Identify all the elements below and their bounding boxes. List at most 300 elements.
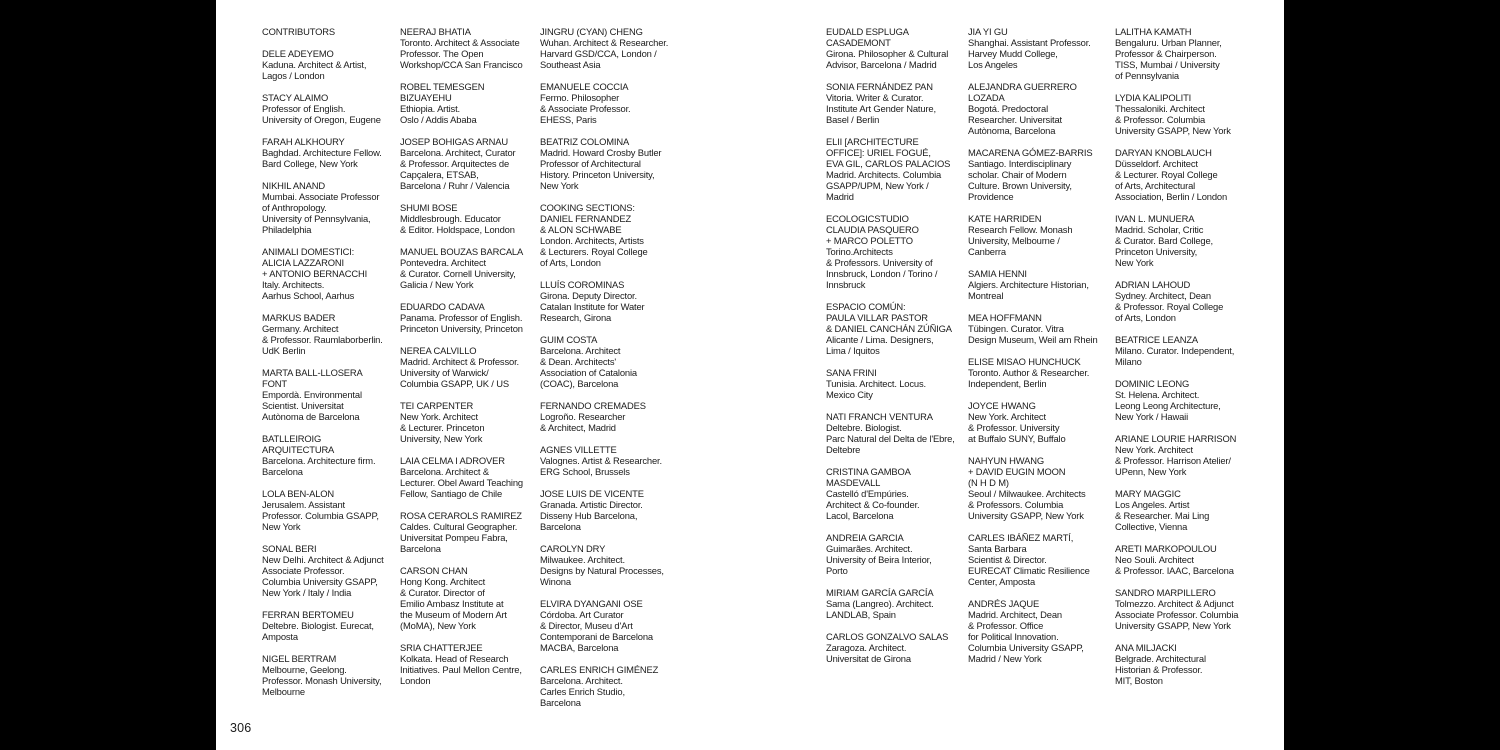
contributor-name-line: NAHYUN HWANG [968, 455, 1044, 466]
contributor-name-line: ELISE MISAO HUNCHUCK [968, 356, 1081, 367]
contributor-detail-line: Southeast Asia [540, 59, 601, 70]
contributor-entry [400, 301, 540, 334]
contributor-name-line: EMANUELE COCCIA [540, 81, 629, 92]
contributor-name-line: + MARCO POLETTO [826, 235, 913, 246]
contributor-detail-line: Torino.Architects [826, 246, 893, 257]
contributor-detail-line: & Lecturer. Princeton [400, 422, 485, 433]
contributor-detail-line: of Arts, London [540, 257, 601, 268]
contributor-name-line: LLUÍS COROMINAS [540, 279, 625, 290]
contributor-detail-line: University of Beira Interior, [826, 554, 932, 565]
contributor-entry [1115, 334, 1255, 367]
contributor-detail-line: Madrid. Architects. Columbia [826, 169, 942, 180]
contributor-detail-line: Baghdad. Architecture Fellow. [262, 147, 382, 158]
contributor-detail-line: Empordà. Environmental [262, 389, 362, 400]
contributor-detail-line: Madrid / New York [968, 653, 1042, 664]
contributor-name-line: JOYCE HWANG [968, 400, 1036, 411]
contributor-detail-line: Carles Enrich Studio, [540, 686, 625, 697]
contributor-entry [826, 367, 966, 400]
contributor-detail-line: & Professor. Raumlaborberlin. [262, 334, 383, 345]
contributor-detail-line: & Lecturers. Royal College [540, 246, 648, 257]
contributor-name-line: ROBEL TEMESGEN [400, 81, 485, 92]
contributor-detail-line: Panama. Professor of English. [400, 312, 523, 323]
contributor-detail-line: Contemporani de Barcelona [540, 631, 653, 642]
contributor-detail-line: GSAPP/UPM, New York / [826, 180, 929, 191]
contributor-entry [1115, 92, 1255, 136]
contributor-name-line: COOKING SECTIONS: [540, 202, 635, 213]
contributor-name-line: MEA HOFFMANN [968, 312, 1042, 323]
contributor-detail-line: Melbourne, Geelong. [262, 664, 347, 675]
contributor-detail-line: (MoMA), New York [400, 620, 476, 631]
contributor-detail-line: Professor. The Open [400, 48, 484, 59]
contributor-detail-line: Toronto. Architect & Associate [400, 37, 520, 48]
contributor-name-line: LOLA BEN-ALON [262, 488, 335, 499]
contributor-name-line: CLAUDIA PASQUERO [826, 224, 919, 235]
contributor-entry [400, 642, 540, 686]
contributor-entry [968, 312, 1108, 345]
contributor-entry [540, 400, 680, 433]
contributor-detail-line: EHESS, Paris [540, 114, 597, 125]
contributor-name-line: (N H D M) [968, 477, 1009, 488]
contributor-name-line: ELII [ARCHITECTURE [826, 136, 919, 147]
contributor-name-line: FARAH ALKHOURY [262, 136, 345, 147]
contributor-detail-line: Girona. Deputy Director. [540, 290, 637, 301]
contributor-detail-line: Barcelona. Architecture firm. [262, 455, 376, 466]
contributor-entry [826, 301, 966, 356]
contributor-name-line: NATI FRANCH VENTURA [826, 411, 933, 422]
contributor-name-line: EUDALD ESPLUGA [826, 26, 909, 37]
contributor-detail-line: Düsseldorf. Architect [1115, 158, 1198, 169]
contributor-entry [1115, 213, 1255, 268]
contributor-detail-line: & Lecturer. Royal College [1115, 169, 1218, 180]
contributor-entry [968, 356, 1108, 389]
contributor-detail-line: & Professors. Columbia [968, 499, 1064, 510]
contributor-entry [540, 26, 680, 70]
contributor-name-line: LYDIA KALIPOLITI [1115, 92, 1192, 103]
contributor-name-line: ADRIAN LAHOUD [1115, 279, 1191, 290]
contributor-detail-line: Harvey Mudd College, [968, 48, 1058, 59]
contributor-detail-line: Associate Professor. Columbia [1115, 609, 1239, 620]
contributor-name-line: SANDRO MARPILLERO [1115, 587, 1216, 598]
contributor-detail-line: Bogotá. Predoctoral [968, 103, 1049, 114]
contributor-detail-line: Mumbai. Associate Professor [262, 191, 380, 202]
contributor-detail-line: Granada. Artistic Director. [540, 499, 643, 510]
contributor-detail-line: Girona. Philosopher & Cultural [826, 48, 949, 59]
contributor-name-line: DANIEL FERNANDEZ [540, 213, 632, 224]
contributor-detail-line: Galicia / New York [400, 279, 474, 290]
contributor-detail-line: University of Pennsylvania, [262, 213, 371, 224]
contributor-entry [968, 26, 1108, 70]
contributor-detail-line: of Arts, London [1115, 312, 1176, 323]
contributor-entry [540, 488, 680, 532]
contributor-name-line: CASADEMONT [826, 37, 891, 48]
contributor-detail-line: Santiago. Interdisciplinary [968, 158, 1072, 169]
contributor-entry [1115, 642, 1255, 686]
contributor-detail-line: Lagos / London [262, 70, 325, 81]
contributor-entry [826, 631, 966, 664]
contributor-detail-line: Mexico City [826, 389, 873, 400]
contributor-detail-line: Kolkata. Head of Research [400, 653, 509, 664]
contributor-detail-line: Tübingen. Curator. Vitra [968, 323, 1064, 334]
contributor-detail-line: New York [540, 180, 579, 191]
contributor-detail-line: Hong Kong. Architect [400, 576, 486, 587]
contributor-name-line: ARQUITECTURA [262, 444, 335, 455]
contributor-detail-line: Madrid. Architect, Dean [968, 609, 1062, 620]
contributor-name-line: NIKHIL ANAND [262, 180, 325, 191]
contributor-name-line: ANDREIA GARCIA [826, 532, 904, 543]
contributor-entry [262, 488, 402, 532]
contributor-detail-line: Santa Barbara [968, 543, 1027, 554]
contributor-entry [540, 334, 680, 389]
contributor-detail-line: Collective, Vienna [1115, 521, 1188, 532]
contributor-detail-line: MACBA, Barcelona [540, 642, 619, 653]
contributor-name-line: ARETI MARKOPOULOU [1115, 543, 1217, 554]
contributor-detail-line: Scientist & Director. [968, 554, 1047, 565]
contributor-entry [540, 136, 680, 191]
contributor-name-line: EDUARDO CADAVA [400, 301, 485, 312]
contributor-name-line: SRIA CHATTERJEE [400, 642, 483, 653]
contributor-detail-line: Professor. Columbia GSAPP, [262, 510, 379, 521]
contributor-entry [400, 202, 540, 235]
contributor-entry [262, 246, 402, 301]
contributor-detail-line: Valognes. Artist & Researcher. [540, 455, 662, 466]
contributor-detail-line: Neo Souli. Architect [1115, 554, 1194, 565]
contributor-detail-line: & Curator. Cornell University, [400, 268, 516, 279]
contributor-detail-line: London [400, 675, 431, 686]
contributor-detail-line: MIT, Boston [1115, 675, 1163, 686]
contributor-name-line: EVA GIL, CARLOS PALACIOS [826, 158, 951, 169]
contributor-name-line: BIZUAYEHU [400, 92, 452, 103]
contributor-name-line: CAROLYN DRY [540, 543, 606, 554]
contributor-detail-line: Columbia University GSAPP, [968, 642, 1084, 653]
contributor-detail-line: Sama (Langreo). Architect. [826, 598, 934, 609]
contributor-detail-line: & Architect, Madrid [540, 422, 616, 433]
contributors-column-2 [400, 26, 540, 697]
contributors-column-3 [540, 26, 680, 719]
contributor-entry [968, 268, 1108, 301]
contributor-detail-line: & Editor. Holdspace, London [400, 224, 515, 235]
contributor-entry [262, 367, 402, 422]
contributor-name-line: IVAN L. MUNUERA [1115, 213, 1195, 224]
contributor-detail-line: Aarhus School, Aarhus [262, 290, 355, 301]
contributor-entry [968, 598, 1108, 664]
contributor-detail-line: Providence [968, 191, 1014, 202]
contributor-detail-line: Fellow, Santiago de Chile [400, 488, 503, 499]
contributor-name-line: + DAVID EUGIN MOON [968, 466, 1066, 477]
contributor-detail-line: Barcelona [262, 466, 303, 477]
contributor-detail-line: University GSAPP, New York [968, 510, 1084, 521]
contributor-detail-line: Barcelona. Architect & [400, 466, 489, 477]
contributor-entry [262, 653, 402, 697]
contributor-name-line: NEREA CALVILLO [400, 345, 477, 356]
contributor-entry [968, 147, 1108, 202]
contributor-name-line: MARY MAGGIC [1115, 488, 1181, 499]
contributor-detail-line: Amposta [262, 631, 298, 642]
contributor-detail-line: Emilio Ambasz Institute at [400, 598, 504, 609]
contributor-name-line: FERNANDO CREMADES [540, 400, 646, 411]
contributor-name-line: & DANIEL CANCHÁN ZÚÑIGA [826, 323, 952, 334]
contributor-detail-line: Los Angeles. Artist [1115, 499, 1190, 510]
contributor-entry [262, 312, 402, 356]
contributor-name-line: ELVIRA DYANGANI OSE [540, 598, 643, 609]
contributor-detail-line: & Curator. Director of [400, 587, 485, 598]
contributors-heading [262, 26, 402, 37]
contributor-detail-line: UPenn, New York [1115, 466, 1187, 477]
contributor-detail-line: Design Museum, Weil am Rhein [968, 334, 1098, 345]
contributor-detail-line: Jerusalem. Assistant [262, 499, 345, 510]
contributor-name-line: FERRAN BERTOMEU [262, 609, 354, 620]
contributor-entry [400, 136, 540, 191]
contributor-detail-line: New York. Architect [1115, 444, 1193, 455]
contributor-detail-line: Autònoma, Barcelona [968, 125, 1056, 136]
contributor-detail-line: Advisor, Barcelona / Madrid [826, 59, 937, 70]
contributor-name-line: DELE ADEYEMO [262, 48, 334, 59]
contributor-detail-line: Historian & Professor. [1115, 664, 1203, 675]
contributor-name-line: LALITHA KAMATH [1115, 26, 1192, 37]
contributor-detail-line: History. Princeton University, [540, 169, 655, 180]
contributor-name-line: & ALON SCHWABE [540, 224, 622, 235]
contributor-detail-line: Thessaloniki. Architect [1115, 103, 1205, 114]
contributor-detail-line: Alicante / Lima. Designers, [826, 334, 934, 345]
contributor-name-line: OFFICE]: URIEL FOGUÉ, [826, 147, 931, 158]
contributor-name-line: ROSA CERAROLS RAMIREZ [400, 510, 522, 521]
contributor-name-line: JIA YI GU [968, 26, 1008, 37]
contributor-detail-line: Caldes. Cultural Geographer. [400, 521, 518, 532]
contributor-detail-line: Lacol, Barcelona [826, 510, 894, 521]
contributor-entry [262, 433, 402, 477]
contributor-detail-line: Scientist. Universitat [262, 400, 344, 411]
contributor-detail-line: Princeton University, [1115, 246, 1198, 257]
contributor-detail-line: & Professor. Office [968, 620, 1044, 631]
contributor-detail-line: New York [262, 521, 301, 532]
contributor-detail-line: Association of Catalonia [540, 367, 637, 378]
contributor-detail-line: Kaduna. Architect & Artist, [262, 59, 367, 70]
contributor-name-line: SONAL BERI [262, 543, 317, 554]
contributor-detail-line: Columbia University GSAPP, [262, 576, 378, 587]
contributor-detail-line: Associate Professor. [262, 565, 345, 576]
contributor-entry [540, 543, 680, 587]
contributor-detail-line: Tunisia. Architect. Locus. [826, 378, 926, 389]
contributor-detail-line: Deltebre [826, 444, 861, 455]
contributor-entry [1115, 543, 1255, 576]
contributor-detail-line: Innsbruck [826, 279, 866, 290]
contributor-detail-line: Madrid. Architect & Professor. [400, 356, 519, 367]
contributor-entry [968, 213, 1108, 257]
contributor-detail-line: Shanghai. Assistant Professor. [968, 37, 1091, 48]
contributor-name-line: BEATRICE LEANZA [1115, 334, 1199, 345]
contributor-detail-line: University of Oregon, Eugene [262, 114, 381, 125]
contributor-detail-line: Castelló d'Empúries. [826, 488, 909, 499]
contributor-name-line: CARSON CHAN [400, 565, 468, 576]
contributor-entry [1115, 433, 1255, 477]
contributor-entry [826, 136, 966, 202]
contributor-detail-line: St. Helena. Architect. [1115, 389, 1200, 400]
contributor-name-line: FONT [262, 378, 287, 389]
contributor-detail-line: Association, Berlin / London [1115, 191, 1228, 202]
contributor-detail-line: Seoul / Milwaukee. Architects [968, 488, 1086, 499]
contributor-detail-line: Culture. Brown University, [968, 180, 1072, 191]
contributor-detail-line: Vitoria. Writer & Curator. [826, 92, 924, 103]
contributor-detail-line: Professor of English. [262, 103, 346, 114]
contributor-detail-line: of Arts, Architectural [1115, 180, 1196, 191]
contributor-detail-line: Researcher. Universitat [968, 114, 1062, 125]
contributor-detail-line: LANDLAB, Spain [826, 609, 896, 620]
contributor-detail-line: Córdoba. Art Curator [540, 609, 624, 620]
contributor-detail-line: Barcelona [400, 543, 441, 554]
contributor-detail-line: Toronto. Author & Researcher. [968, 367, 1090, 378]
contributor-detail-line: London. Architects, Artists [540, 235, 644, 246]
contributor-detail-line: Leong Leong Architecture, [1115, 400, 1221, 411]
contributor-name-line: ANA MILJACKI [1115, 642, 1177, 653]
contributor-detail-line: Columbia GSAPP, UK / US [400, 378, 509, 389]
contributor-name-line: ARIANE LOURIE HARRISON [1115, 433, 1237, 444]
contributor-detail-line: & Professor. University [968, 422, 1060, 433]
contributor-name-line: CRISTINA GAMBOA [826, 466, 911, 477]
contributor-name-line: SHUMI BOSE [400, 202, 458, 213]
contributor-entry [968, 532, 1108, 587]
contributor-detail-line: University GSAPP, New York [1115, 620, 1231, 631]
contributor-detail-line: Ethiopia. Artist. [400, 103, 460, 114]
contributor-detail-line: New York. Architect [400, 411, 478, 422]
contributor-detail-line: UdK Berlin [262, 345, 306, 356]
contributor-name-line: PAULA VILLAR PASTOR [826, 312, 928, 323]
contributor-detail-line: Deltebre. Biologist. [826, 422, 902, 433]
contributor-detail-line: Innsbruck, London / Torino / [826, 268, 938, 279]
contributor-name-line: GUIM COSTA [540, 334, 598, 345]
contributor-detail-line: Italy. Architects. [262, 279, 325, 290]
contributor-detail-line: Middlesbrough. Educator [400, 213, 501, 224]
contributor-detail-line: Melbourne [262, 686, 305, 697]
contributor-detail-line: Bengaluru. Urban Planner, [1115, 37, 1222, 48]
contributor-entry [262, 48, 402, 81]
contributor-detail-line: & Researcher. Mai Ling [1115, 510, 1210, 521]
contributor-detail-line: Tolmezzo. Architect & Adjunct [1115, 598, 1234, 609]
contributor-detail-line: Designs by Natural Processes, [540, 565, 664, 576]
contributor-detail-line: Center, Amposta [968, 576, 1036, 587]
contributor-detail-line: Barcelona [540, 521, 581, 532]
contributor-detail-line: Algiers. Architecture Historian, [968, 279, 1089, 290]
contributor-detail-line: Barcelona / Ruhr / Valencia [400, 180, 510, 191]
contributor-name-line: MARTA BALL-LLOSERA [262, 367, 363, 378]
contributor-name-line: CARLES IBÁÑEZ MARTÍ, [968, 532, 1074, 543]
contributor-detail-line: Belgrade. Architectural [1115, 653, 1206, 664]
contributor-name-line: STACY ALAIMO [262, 92, 329, 103]
contributor-detail-line: ERG School, Brussels [540, 466, 630, 477]
contributor-detail-line: Institute Art Gender Nature, [826, 103, 936, 114]
contributors-column-4 [826, 26, 966, 675]
contributor-name-line: ECOLOGICSTUDIO [826, 213, 909, 224]
contributor-entry [1115, 279, 1255, 323]
contributor-name-line: DARYAN KNOBLAUCH [1115, 147, 1212, 158]
contributor-detail-line: Pontevedra. Architect [400, 257, 486, 268]
contributor-name-line: MIRIAM GARCÍA GARCÍA [826, 587, 934, 598]
contributor-entry [540, 279, 680, 323]
contributor-detail-line: Madrid. Scholar, Critic [1115, 224, 1204, 235]
contributor-detail-line: University, New York [400, 433, 483, 444]
contributor-detail-line: Germany. Architect [262, 323, 339, 334]
contributor-entry [1115, 26, 1255, 81]
contributor-entry [400, 26, 540, 70]
contributor-detail-line: Deltebre. Biologist. Eurecat, [262, 620, 374, 631]
contributors-column-5 [968, 26, 1108, 675]
contributor-detail-line: & Director, Museu d'Art [540, 620, 633, 631]
contributor-detail-line: Parc Natural del Delta de l'Ebre, [826, 433, 955, 444]
contributor-detail-line: & Professor. Harrison Atelier/ [1115, 455, 1231, 466]
contributor-detail-line: New York / Italy / India [262, 587, 352, 598]
contributor-detail-line: TISS, Mumbai / University [1115, 59, 1220, 70]
contributor-detail-line: & Professor. Royal College [1115, 301, 1224, 312]
contributor-detail-line: Zaragoza. Architect. [826, 642, 907, 653]
contributor-name-line: AGNES VILLETTE [540, 444, 617, 455]
contributor-detail-line: Milano. Curator. Independent, [1115, 345, 1235, 356]
contributor-name-line: ANDRÉS JAQUE [968, 598, 1040, 609]
contributor-detail-line: Architect & Co-founder. [826, 499, 920, 510]
contributor-entry [540, 444, 680, 477]
contributor-name-line: LOZADA [968, 92, 1005, 103]
contributor-detail-line: & Professor. IAAC, Barcelona [1115, 565, 1234, 576]
contributor-detail-line: & Dean. Architects' [540, 356, 617, 367]
contributor-detail-line: of Pennsylvania [1115, 70, 1179, 81]
contributor-detail-line: Porto [826, 565, 848, 576]
contributor-detail-line: University GSAPP, New York [1115, 125, 1231, 136]
contributor-entry [826, 213, 966, 290]
contributor-detail-line: Philadelphia [262, 224, 312, 235]
contributor-detail-line: Oslo / Addis Ababa [400, 114, 477, 125]
contributor-detail-line: at Buffalo SUNY, Buffalo [968, 433, 1066, 444]
contributor-detail-line: & Professors. University of [826, 257, 933, 268]
contributor-detail-line: Winona [540, 576, 571, 587]
contributor-name-line: CARLES ENRICH GIMÉNEZ [540, 664, 659, 675]
contributor-name-line: DOMINIC LEONG [1115, 378, 1190, 389]
contributor-entry [826, 26, 966, 70]
contributor-name-line: NIGEL BERTRAM [262, 653, 337, 664]
contributor-detail-line: for Political Innovation. [968, 631, 1059, 642]
contributor-name-line: NEERAJ BHATIA [400, 26, 471, 37]
contributor-detail-line: Montreal [968, 290, 1004, 301]
contributor-entry [540, 598, 680, 653]
contributor-detail-line: (COAC), Barcelona [540, 378, 619, 389]
contributor-detail-line: Barcelona. Architect. [540, 675, 623, 686]
contributor-detail-line: Basel / Berlin [826, 114, 880, 125]
contributor-detail-line: scholar. Chair of Modern [968, 169, 1067, 180]
contributor-detail-line: Madrid [826, 191, 854, 202]
contributor-entry [540, 81, 680, 125]
contributor-entry [540, 664, 680, 708]
contributor-detail-line: Universitat Pompeu Fabra, [400, 532, 508, 543]
contributor-entry [262, 609, 402, 642]
contributor-detail-line: Milano [1115, 356, 1142, 367]
contributor-detail-line: Barcelona. Architect, Curator [400, 147, 516, 158]
contributor-detail-line: EURECAT Climatic Resilience [968, 565, 1090, 576]
contributor-entry [262, 543, 402, 598]
contributor-entry [400, 400, 540, 444]
contributor-detail-line: Wuhan. Architect & Researcher. [540, 37, 669, 48]
contributor-name-line: JOSE LUIS DE VICENTE [540, 488, 644, 499]
contributor-detail-line: Autònoma de Barcelona [262, 411, 360, 422]
contributor-detail-line: Barcelona [540, 697, 581, 708]
contributor-detail-line: Canberra [968, 246, 1006, 257]
contributor-detail-line: & Curator. Bard College, [1115, 235, 1214, 246]
contributor-entry [400, 246, 540, 290]
contributor-entry [400, 565, 540, 631]
contributor-detail-line: Disseny Hub Barcelona, [540, 510, 638, 521]
contributor-name-line: SANA FRINI [826, 367, 877, 378]
contributor-detail-line: & Professor. Columbia [1115, 114, 1206, 125]
contributor-entry [1115, 587, 1255, 631]
contributor-detail-line: & Professor. Arquitectes de [400, 158, 510, 169]
contributor-detail-line: Harvard GSD/CCA, London / [540, 48, 657, 59]
contributor-detail-line: Lima / Iquitos [826, 345, 880, 356]
contributor-detail-line: Research, Girona [540, 312, 612, 323]
